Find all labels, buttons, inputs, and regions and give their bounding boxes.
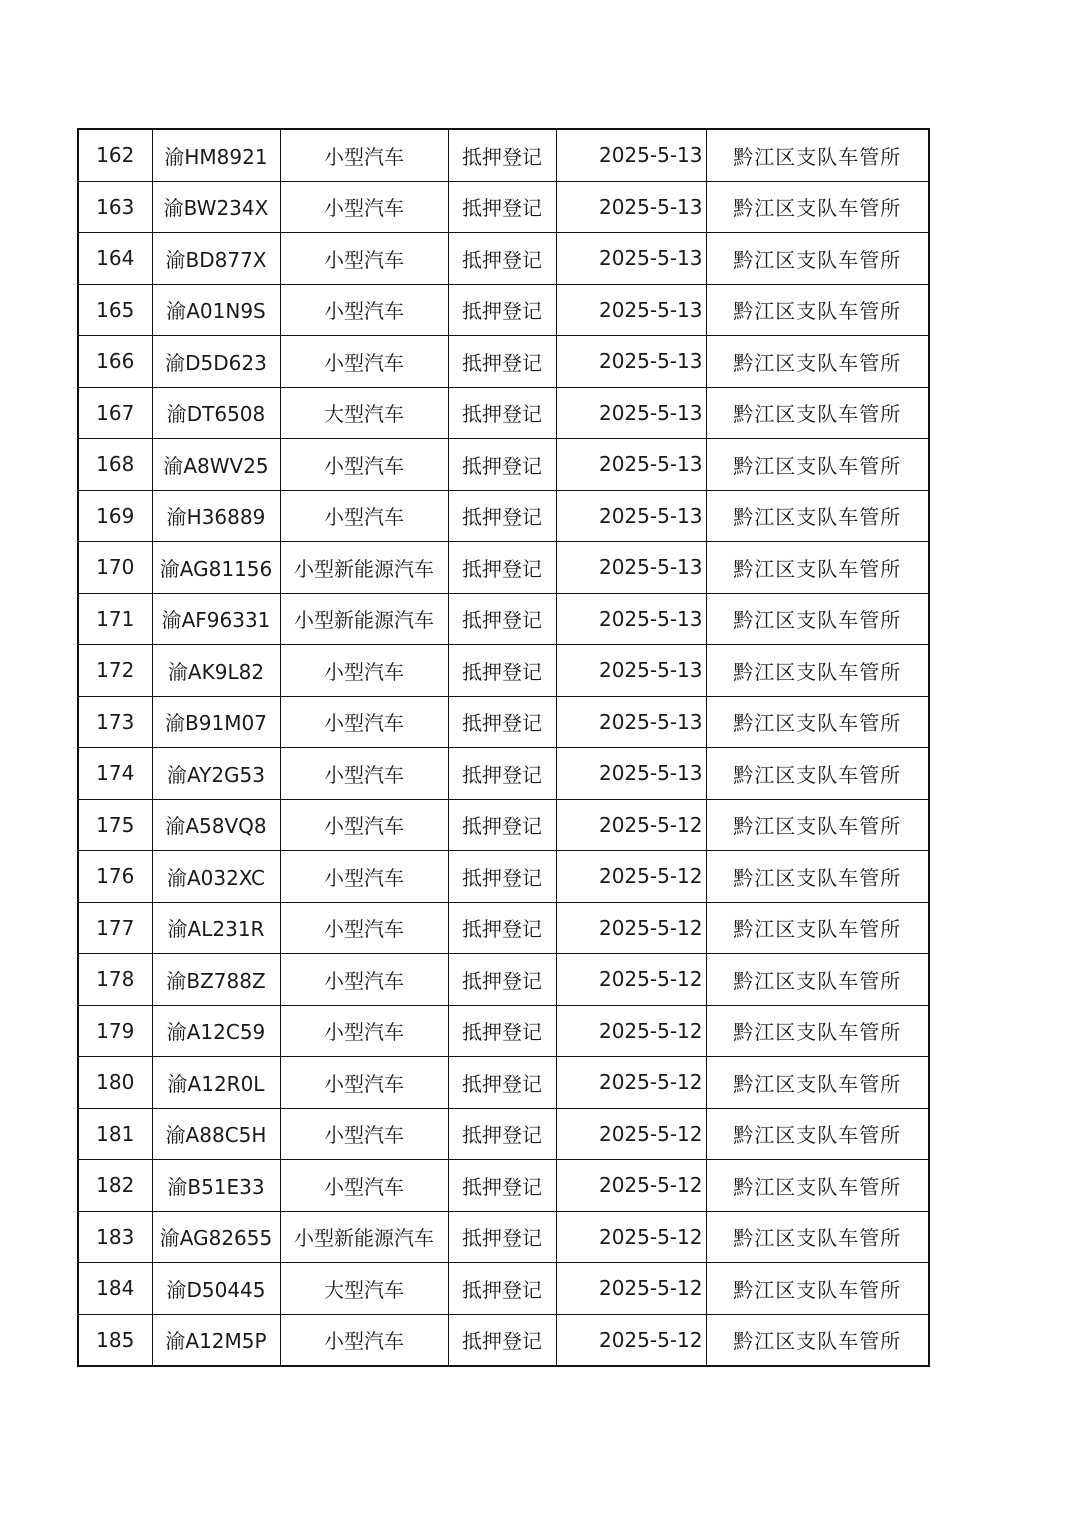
table-body [78,129,929,1366]
date-cell: 2025-5-13 [556,645,706,697]
vehicle-type-cell: 小型汽车 [280,1160,448,1212]
date-cell: 2025-5-12 [556,1211,706,1263]
business-type-cell: 抵押登记 [448,233,556,285]
row-number-cell: 167 [78,387,152,439]
vehicle-type-cell: 小型汽车 [280,284,448,336]
business-type-cell: 抵押登记 [448,696,556,748]
date-cell: 2025-5-13 [556,748,706,800]
row-number-cell: 165 [78,284,152,336]
office-cell: 黔江区支队车管所 [706,1314,929,1366]
date-cell: 2025-5-13 [556,181,706,233]
vehicle-type-cell: 小型新能源汽车 [280,542,448,594]
business-type-cell: 抵押登记 [448,542,556,594]
vehicle-type-cell: 小型汽车 [280,954,448,1006]
plate-number-cell: 渝B51E33 [152,1160,280,1212]
table-row [78,1263,929,1315]
business-type-cell: 抵押登记 [448,1160,556,1212]
table-row [78,1057,929,1109]
office-cell: 黔江区支队车管所 [706,799,929,851]
office-cell: 黔江区支队车管所 [706,902,929,954]
row-number-cell: 173 [78,696,152,748]
date-cell: 2025-5-13 [556,387,706,439]
table-row [78,181,929,233]
date-cell: 2025-5-12 [556,1314,706,1366]
vehicle-type-cell: 大型汽车 [280,1263,448,1315]
plate-number-cell: 渝BD877X [152,233,280,285]
table-row [78,851,929,903]
vehicle-type-cell: 小型汽车 [280,799,448,851]
business-type-cell: 抵押登记 [448,181,556,233]
vehicle-type-cell: 小型新能源汽车 [280,593,448,645]
table-row [78,902,929,954]
business-type-cell: 抵押登记 [448,1263,556,1315]
date-cell: 2025-5-12 [556,1108,706,1160]
date-cell: 2025-5-13 [556,439,706,491]
office-cell: 黔江区支队车管所 [706,490,929,542]
office-cell: 黔江区支队车管所 [706,954,929,1006]
date-cell: 2025-5-13 [556,336,706,388]
plate-number-cell: 渝A88C5H [152,1108,280,1160]
table-row [78,490,929,542]
row-number-cell: 166 [78,336,152,388]
table-row [78,748,929,800]
vehicle-type-cell: 小型汽车 [280,1314,448,1366]
office-cell: 黔江区支队车管所 [706,1263,929,1315]
vehicle-type-cell: 小型汽车 [280,233,448,285]
row-number-cell: 182 [78,1160,152,1212]
plate-number-cell: 渝A58VQ8 [152,799,280,851]
vehicle-type-cell: 小型汽车 [280,129,448,181]
office-cell: 黔江区支队车管所 [706,1160,929,1212]
office-cell: 黔江区支队车管所 [706,1005,929,1057]
business-type-cell: 抵押登记 [448,954,556,1006]
date-cell: 2025-5-13 [556,129,706,181]
office-cell: 黔江区支队车管所 [706,387,929,439]
plate-number-cell: 渝A12C59 [152,1005,280,1057]
row-number-cell: 175 [78,799,152,851]
business-type-cell: 抵押登记 [448,490,556,542]
date-cell: 2025-5-12 [556,1263,706,1315]
row-number-cell: 177 [78,902,152,954]
business-type-cell: 抵押登记 [448,902,556,954]
business-type-cell: 抵押登记 [448,1005,556,1057]
row-number-cell: 164 [78,233,152,285]
plate-number-cell: 渝AG81156 [152,542,280,594]
row-number-cell: 178 [78,954,152,1006]
row-number-cell: 174 [78,748,152,800]
vehicle-type-cell: 小型新能源汽车 [280,1211,448,1263]
plate-number-cell: 渝AF96331 [152,593,280,645]
office-cell: 黔江区支队车管所 [706,233,929,285]
plate-number-cell: 渝A01N9S [152,284,280,336]
office-cell: 黔江区支队车管所 [706,645,929,697]
row-number-cell: 180 [78,1057,152,1109]
plate-number-cell: 渝AG82655 [152,1211,280,1263]
row-number-cell: 168 [78,439,152,491]
business-type-cell: 抵押登记 [448,129,556,181]
vehicle-type-cell: 小型汽车 [280,645,448,697]
row-number-cell: 169 [78,490,152,542]
plate-number-cell: 渝A032XC [152,851,280,903]
plate-number-cell: 渝AK9L82 [152,645,280,697]
row-number-cell: 163 [78,181,152,233]
vehicle-type-cell: 小型汽车 [280,439,448,491]
vehicle-type-cell: 小型汽车 [280,1005,448,1057]
table-row [78,954,929,1006]
table-row [78,542,929,594]
row-number-cell: 171 [78,593,152,645]
date-cell: 2025-5-12 [556,1057,706,1109]
vehicle-type-cell: 小型汽车 [280,336,448,388]
date-cell: 2025-5-13 [556,490,706,542]
table-row [78,336,929,388]
business-type-cell: 抵押登记 [448,799,556,851]
row-number-cell: 162 [78,129,152,181]
business-type-cell: 抵押登记 [448,336,556,388]
table-row [78,1314,929,1366]
table-row [78,696,929,748]
office-cell: 黔江区支队车管所 [706,1108,929,1160]
office-cell: 黔江区支队车管所 [706,1211,929,1263]
plate-number-cell: 渝AL231R [152,902,280,954]
row-number-cell: 181 [78,1108,152,1160]
table-row [78,1211,929,1263]
row-number-cell: 183 [78,1211,152,1263]
date-cell: 2025-5-13 [556,284,706,336]
plate-number-cell: 渝BZ788Z [152,954,280,1006]
date-cell: 2025-5-12 [556,799,706,851]
plate-number-cell: 渝AY2G53 [152,748,280,800]
business-type-cell: 抵押登记 [448,1057,556,1109]
table-row [78,1160,929,1212]
date-cell: 2025-5-12 [556,1005,706,1057]
table-row [78,799,929,851]
table-row [78,645,929,697]
plate-number-cell: 渝A12R0L [152,1057,280,1109]
business-type-cell: 抵押登记 [448,593,556,645]
date-cell: 2025-5-13 [556,233,706,285]
date-cell: 2025-5-12 [556,954,706,1006]
office-cell: 黔江区支队车管所 [706,748,929,800]
business-type-cell: 抵押登记 [448,851,556,903]
row-number-cell: 172 [78,645,152,697]
plate-number-cell: 渝DT6508 [152,387,280,439]
plate-number-cell: 渝A8WV25 [152,439,280,491]
date-cell: 2025-5-13 [556,542,706,594]
vehicle-type-cell: 小型汽车 [280,902,448,954]
office-cell: 黔江区支队车管所 [706,1057,929,1109]
office-cell: 黔江区支队车管所 [706,593,929,645]
table-row [78,284,929,336]
office-cell: 黔江区支队车管所 [706,336,929,388]
vehicle-type-cell: 小型汽车 [280,851,448,903]
plate-number-cell: 渝D5D623 [152,336,280,388]
business-type-cell: 抵押登记 [448,1108,556,1160]
business-type-cell: 抵押登记 [448,645,556,697]
vehicle-type-cell: 小型汽车 [280,748,448,800]
office-cell: 黔江区支队车管所 [706,696,929,748]
plate-number-cell: 渝A12M5P [152,1314,280,1366]
vehicle-type-cell: 小型汽车 [280,1057,448,1109]
business-type-cell: 抵押登记 [448,1211,556,1263]
vehicle-type-cell: 小型汽车 [280,1108,448,1160]
row-number-cell: 179 [78,1005,152,1057]
date-cell: 2025-5-13 [556,696,706,748]
vehicle-type-cell: 小型汽车 [280,490,448,542]
row-number-cell: 176 [78,851,152,903]
plate-number-cell: 渝D50445 [152,1263,280,1315]
office-cell: 黔江区支队车管所 [706,284,929,336]
plate-number-cell: 渝H36889 [152,490,280,542]
date-cell: 2025-5-12 [556,902,706,954]
business-type-cell: 抵押登记 [448,748,556,800]
office-cell: 黔江区支队车管所 [706,542,929,594]
office-cell: 黔江区支队车管所 [706,439,929,491]
plate-number-cell: 渝B91M07 [152,696,280,748]
table-row [78,593,929,645]
table-row [78,439,929,491]
date-cell: 2025-5-12 [556,1160,706,1212]
office-cell: 黔江区支队车管所 [706,181,929,233]
table-row [78,129,929,181]
row-number-cell: 185 [78,1314,152,1366]
business-type-cell: 抵押登记 [448,439,556,491]
business-type-cell: 抵押登记 [448,284,556,336]
row-number-cell: 170 [78,542,152,594]
table-row [78,233,929,285]
business-type-cell: 抵押登记 [448,387,556,439]
office-cell: 黔江区支队车管所 [706,851,929,903]
plate-number-cell: 渝BW234X [152,181,280,233]
date-cell: 2025-5-13 [556,593,706,645]
business-type-cell: 抵押登记 [448,1314,556,1366]
plate-number-cell: 渝HM8921 [152,129,280,181]
office-cell: 黔江区支队车管所 [706,129,929,181]
table-row [78,1108,929,1160]
date-cell: 2025-5-12 [556,851,706,903]
table-row [78,1005,929,1057]
registration-table [77,128,930,1367]
table-row [78,387,929,439]
vehicle-type-cell: 大型汽车 [280,387,448,439]
vehicle-type-cell: 小型汽车 [280,181,448,233]
row-number-cell: 184 [78,1263,152,1315]
vehicle-type-cell: 小型汽车 [280,696,448,748]
